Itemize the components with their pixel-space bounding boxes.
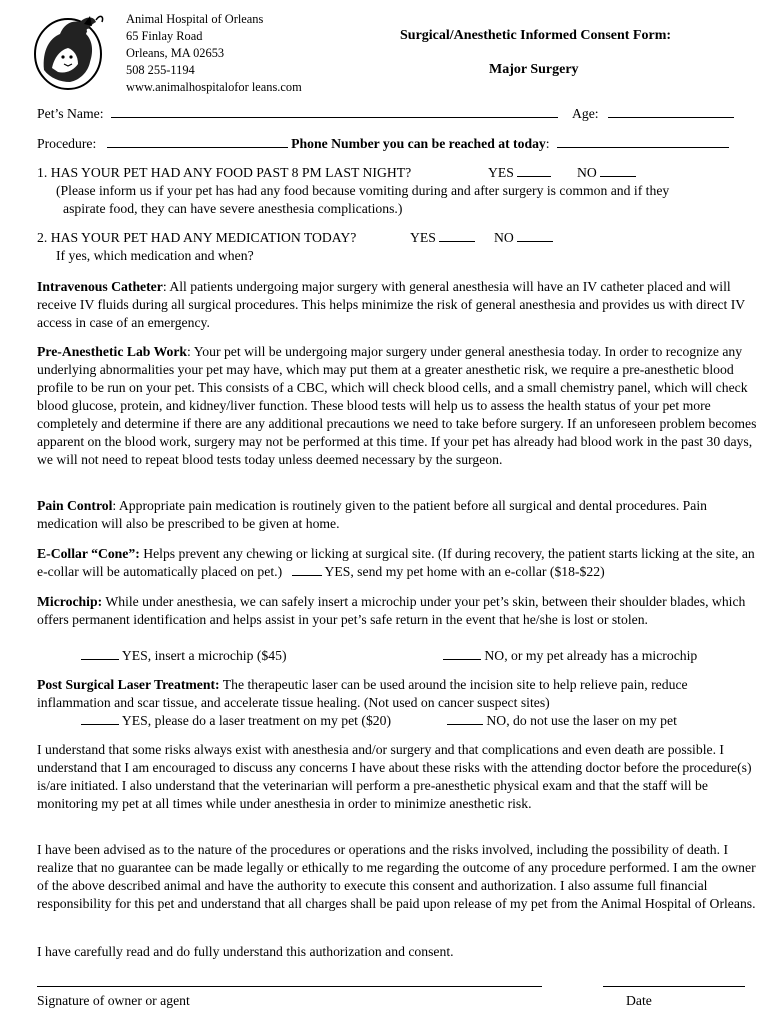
pet-name-field[interactable]: [111, 104, 558, 118]
ecollar-text: Helps prevent any chewing or licking at surgical site. (If during recovery, the patient starts licking at the site, an e-collar will be automatically placed on pet.): [37, 546, 755, 579]
read-confirmation: I have carefully read and do fully understand this authorization and consent.: [37, 944, 454, 959]
hospital-phone: 508 255-1194: [126, 63, 195, 77]
form-title: Surgical/Anesthetic Informed Consent Form:: [400, 28, 672, 43]
hospital-website: www.animalhospitalofor leans.com: [126, 80, 302, 94]
microchip-no-blank[interactable]: [443, 647, 481, 660]
form-subtitle: Major Surgery: [489, 62, 579, 77]
question-2-no: [494, 229, 553, 247]
microchip-no-option: [443, 647, 697, 665]
procedure-row: [37, 134, 729, 153]
iv-catheter-text: : All patients undergoing major surgery with general anesthesia will have an IV catheter placed and will receive IV fluids during all surgical procedures. This helps minimize the risk of general anesthesia and provides us with direct IV access in case of an emergency.: [37, 279, 745, 330]
laser-no-option: [447, 712, 677, 730]
question-2-yes-label: YES: [410, 230, 436, 245]
question-1-note-line1: (Please inform us if your pet has had any food because vomiting during and after surgery is common and if they: [56, 183, 670, 198]
hospital-name: Animal Hospital of Orleans: [126, 12, 264, 26]
signature-label: Signature of owner or agent: [37, 993, 190, 1008]
iv-catheter-section: [37, 278, 759, 332]
ecollar-option: YES, send my pet home with an e-collar ($18-$22): [324, 564, 605, 579]
signature-line[interactable]: [37, 974, 542, 987]
microchip-title: Microchip:: [37, 594, 103, 609]
question-1-note-line2: aspirate food, they can have severe anesthesia complications.): [63, 201, 403, 216]
date-label: Date: [626, 993, 652, 1008]
laser-yes-option: [81, 712, 391, 730]
lab-work-text: : Your pet will be undergoing major surgery under general anesthesia today. In order to recognize any underlying abnormalities your pet may have, which may put them at a greater anesthetic risk, we require a pre-anesthetic blood profile to be run on your pet. This consists of a CBC, which will check blood cells, and a small chemistry panel, which will check blood glucose, protein, and kidney/liver function. These blood tests will help us to assess the health status of your pet more completely and determine if there are any additional precautions we need to take before surgery. If an unforeseen problem becomes apparent on the blood work, surgery may not be performed at this time. If your pet has already had blood work in the past 30 days, we will not need to repeat blood tests today unless deemed necessary by the surgeon.: [37, 344, 757, 467]
ecollar-section: [37, 545, 759, 581]
question-2-note: If yes, which medication and when?: [56, 248, 254, 263]
microchip-text: While under anesthesia, we can safely insert a microchip under your pet’s skin, between their shoulder blades, which offers permanent identification and helps assist in your pet’s safe return in the event that he/she is lost or stolen.: [37, 594, 746, 627]
procedure-label: Procedure:: [37, 136, 97, 151]
question-1-no-label: NO: [577, 165, 597, 180]
microchip-yes-option: [81, 647, 287, 665]
question-2-yes: [410, 229, 475, 247]
phone-colon: :: [545, 136, 550, 151]
question-1-yes: [488, 164, 551, 182]
lab-work-section: [37, 343, 759, 469]
risk-acknowledgement: I understand that some risks always exist with anesthesia and/or surgery and that complications and even death are possible. I understand that I am encouraged to discuss any concerns I have about these risks with the attending doctor before the procedure(s) is/are initiated. I also understand that the veterinarian will perform a pre-anesthetic physical exam and that the staff will be monitoring my pet at all times while under anesthesia in order to minimize anesthetic risk.: [37, 742, 752, 811]
pain-control-title: Pain Control: [37, 498, 113, 513]
question-1-yes-blank[interactable]: [517, 164, 551, 177]
question-2-text: 2. HAS YOUR PET HAD ANY MEDICATION TODAY?: [37, 230, 357, 245]
laser-no-label: NO, do not use the laser on my pet: [486, 713, 677, 728]
laser-yes-blank[interactable]: [81, 712, 119, 725]
question-2-no-blank[interactable]: [517, 229, 553, 242]
iv-catheter-title: Intravenous Catheter: [37, 279, 163, 294]
lab-work-title: Pre-Anesthetic Lab Work: [37, 344, 188, 359]
age-label: Age:: [572, 106, 599, 121]
pain-control-section: [37, 497, 759, 533]
microchip-yes-blank[interactable]: [81, 647, 119, 660]
phone-label: Phone Number you can be reached at today: [291, 136, 546, 151]
authorization-paragraph: I have been advised as to the nature of the procedures or operations and the risks involved, including the possibility of death. I realize that no guarantee can be made legally or ethically to me regarding the outcome of any procedure performed. I am the owner of the above described animal and have the authority to execute this consent and authorization. I also assume full financial responsibility for this pet and understand that all charges shall be paid upon release of my pet from the Animal Hospital of Orleans.: [37, 842, 756, 911]
age-row: [572, 104, 734, 123]
pain-control-text: : Appropriate pain medication is routinely given to the patient before all surgical and dental procedures. Pain medication will also be prescribed to be given at home.: [37, 498, 708, 531]
laser-text: The therapeutic laser can be used around the incision site to help relieve pain, reduce inflammation and scar tissue, and accelerate tissue healing. (Not used on cancer suspect sites): [37, 677, 688, 710]
laser-title: Post Surgical Laser Treatment:: [37, 677, 220, 692]
hospital-info: [126, 11, 302, 96]
pet-name-row: [37, 104, 558, 123]
ecollar-yes-blank[interactable]: [292, 563, 322, 576]
question-1-no: [577, 164, 636, 182]
hospital-address-line1: 65 Finlay Road: [126, 29, 203, 43]
laser-yes-label: YES, please do a laser treatment on my pet ($20): [121, 713, 392, 728]
pet-name-label: Pet’s Name:: [37, 106, 104, 121]
question-1-text: 1. HAS YOUR PET HAD ANY FOOD PAST 8 PM LAST NIGHT?: [37, 165, 412, 180]
laser-no-blank[interactable]: [447, 712, 483, 725]
question-1-no-blank[interactable]: [600, 164, 636, 177]
phone-field[interactable]: [557, 134, 729, 148]
hospital-logo-icon: [30, 10, 108, 92]
question-2-yes-blank[interactable]: [439, 229, 475, 242]
question-2-no-label: NO: [494, 230, 514, 245]
age-field[interactable]: [608, 104, 734, 118]
laser-section: [37, 676, 759, 712]
microchip-yes-label: YES, insert a microchip ($45): [121, 648, 287, 663]
question-1-yes-label: YES: [488, 165, 514, 180]
microchip-section: [37, 593, 759, 629]
procedure-field[interactable]: [107, 134, 288, 148]
hospital-address-line2: Orleans, MA 02653: [126, 46, 225, 60]
date-line[interactable]: [603, 974, 745, 987]
question-1: [37, 164, 411, 182]
question-2: [37, 229, 356, 247]
microchip-no-label: NO, or my pet already has a microchip: [484, 648, 698, 663]
ecollar-title: E-Collar “Cone”:: [37, 546, 140, 561]
